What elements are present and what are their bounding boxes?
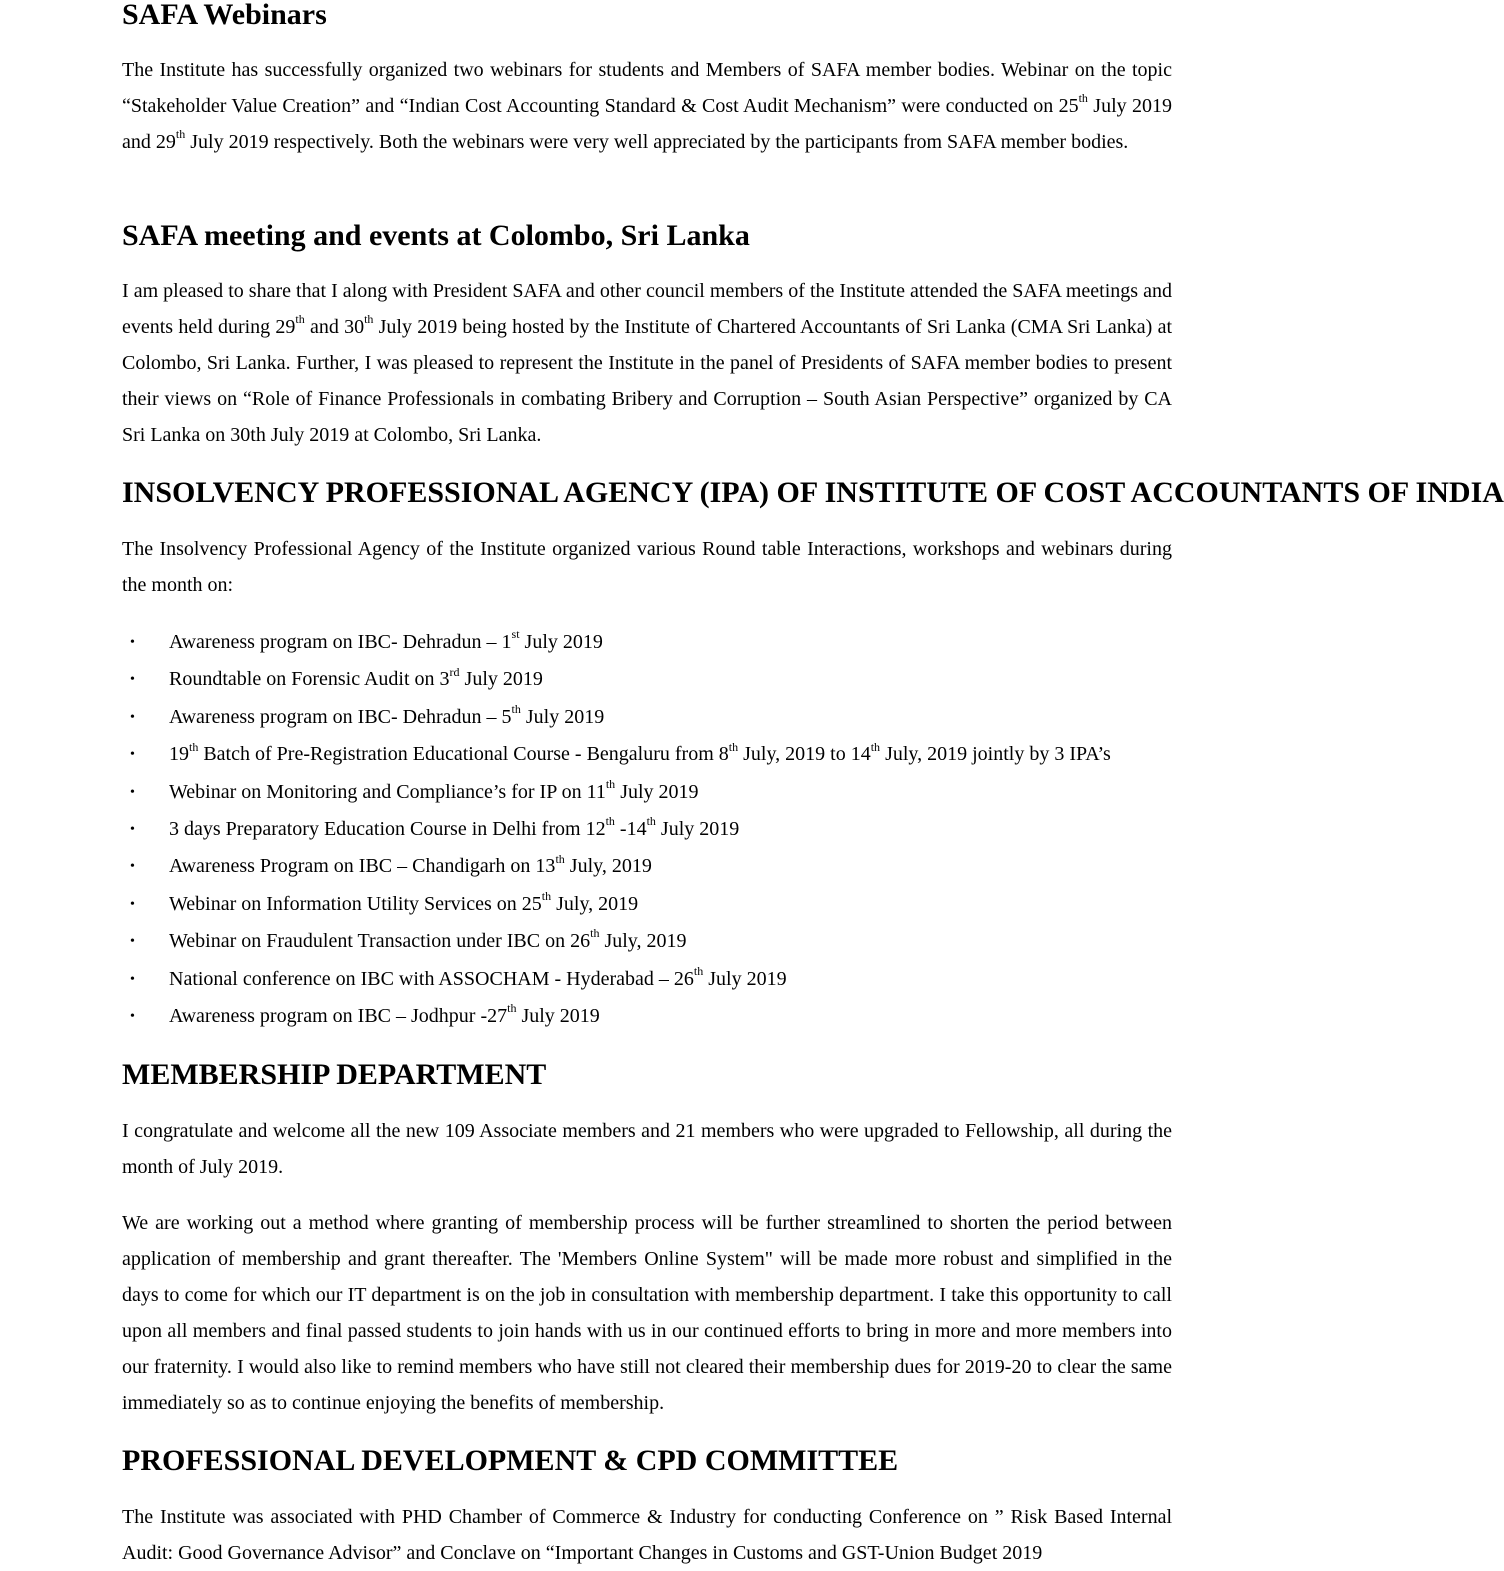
bullet-icon: • <box>130 709 135 725</box>
ipa-intro-paragraph: The Insolvency Professional Agency of the Institute organized various Round table Interactions, workshops and webinars during the month on: <box>122 538 1172 596</box>
text-run: and 30 <box>304 316 365 338</box>
list-item: • Awareness program on IBC- Dehradun – 1st July 2019 <box>122 624 1222 661</box>
text-run: July 2019 respectively. Both the webinars were very well appreciated by the participants from SAFA member bodies. <box>185 131 1129 153</box>
list-item: • Awareness program on IBC- Dehradun – 5th July 2019 <box>122 699 1222 736</box>
safa-colombo-paragraph <box>122 273 1172 453</box>
section-heading-safa-webinars: SAFA Webinars <box>122 0 327 31</box>
list-item: • Awareness Program on IBC – Chandigarh on 13th July, 2019 <box>122 848 1222 885</box>
section-heading-cpd: PROFESSIONAL DEVELOPMENT & CPD COMMITTEE <box>122 1444 899 1477</box>
bullet-icon: • <box>130 934 135 950</box>
bullet-icon: • <box>130 896 135 912</box>
bullet-icon: • <box>130 821 135 837</box>
bullet-icon: • <box>130 747 135 763</box>
text-run: July 2019 and 29 <box>122 95 1172 153</box>
list-item: • Webinar on Fraudulent Transaction under IBC on 26th July, 2019 <box>122 923 1222 960</box>
section-heading-membership: MEMBERSHIP DEPARTMENT <box>122 1058 547 1091</box>
ordinal-suffix: th <box>175 127 186 142</box>
bullet-icon: • <box>130 1008 135 1024</box>
text-run: The Institute has successfully organized two webinars for students and Members of SAFA member bodies. Webinar on the topic “Stakeholder Value Creation” and “Indian Cost Accounting Standard & Cost Audit Mechanism” were conducted on 25 <box>122 59 1172 117</box>
ordinal-suffix: th <box>364 312 374 327</box>
list-item: • Webinar on Information Utility Services on 25th July, 2019 <box>122 886 1222 923</box>
section-heading-safa-colombo: SAFA meeting and events at Colombo, Sri Lanka <box>122 219 750 252</box>
safa-webinars-paragraph <box>122 52 1172 160</box>
list-item: • 3 days Preparatory Education Course in Delhi from 12th -14th July 2019 <box>122 811 1222 848</box>
list-item: • National conference on IBC with ASSOCHAM - Hyderabad – 26th July 2019 <box>122 961 1222 998</box>
list-item: • Webinar on Monitoring and Compliance’s for IP on 11th July 2019 <box>122 774 1222 811</box>
list-item: • Roundtable on Forensic Audit on 3rd July 2019 <box>122 661 1222 698</box>
bullet-icon: • <box>130 672 135 688</box>
ordinal-suffix: th <box>1078 91 1088 106</box>
ordinal-suffix: th <box>295 312 305 327</box>
list-item: • Awareness program on IBC – Jodhpur -27th July 2019 <box>122 998 1222 1035</box>
text-run: I am pleased to share that I along with President SAFA and other council members of the Institute attended the SAFA meetings and events held during 29 <box>122 280 1172 338</box>
membership-paragraph-2: We are working out a method where granting of membership process will be further streamlined to shorten the period between application of membership and grant thereafter. The 'Members Online System" will be made more robust and simplified in the days to come for which our IT department is on the job in consultation with membership department. I take this opportunity to call upon all members and final passed students to join hands with us in our continued efforts to bring in more and more members into our fraternity. I would also like to remind members who have still not cleared their membership dues for 2019-20 to clear the same immediately so as to continue enjoying the benefits of membership. <box>122 1212 1172 1414</box>
bullet-icon: • <box>130 784 135 800</box>
membership-paragraph-1: I congratulate and welcome all the new 109 Associate members and 21 members who were upgraded to Fellowship, all during the month of July 2019. <box>122 1120 1172 1178</box>
list-item: • 19th Batch of Pre-Registration Educational Course - Bengaluru from 8th July, 2019 to 14th July, 2019 jointly by 3 IPA’s <box>122 736 1222 773</box>
ipa-events-list <box>122 624 1222 1035</box>
section-heading-ipa: INSOLVENCY PROFESSIONAL AGENCY (IPA) OF INSTITUTE OF COST ACCOUNTANTS OF INDIA <box>122 476 1504 509</box>
bullet-icon: • <box>130 859 135 875</box>
bullet-icon: • <box>130 635 135 650</box>
text-run: July 2019 being hosted by the Institute of Chartered Accountants of Sri Lanka (CMA Sri Lanka) at Colombo, Sri Lanka. Further, I was pleased to represent the Institute in the panel of Presidents of SAFA member bodies to present their views on “Role of Finance Professionals in combating Bribery and Corruption – South Asian Perspective” organized by CA Sri Lanka on 30th July 2019 at Colombo, Sri Lanka. <box>122 316 1172 446</box>
cpd-paragraph: The Institute was associated with PHD Chamber of Commerce & Industry for conducting Conference on ” Risk Based Internal Audit: Good Governance Advisor” and Conclave on “Important Changes in Customs and GST-Union Budget 2019 <box>122 1506 1172 1564</box>
bullet-icon: • <box>130 971 135 987</box>
